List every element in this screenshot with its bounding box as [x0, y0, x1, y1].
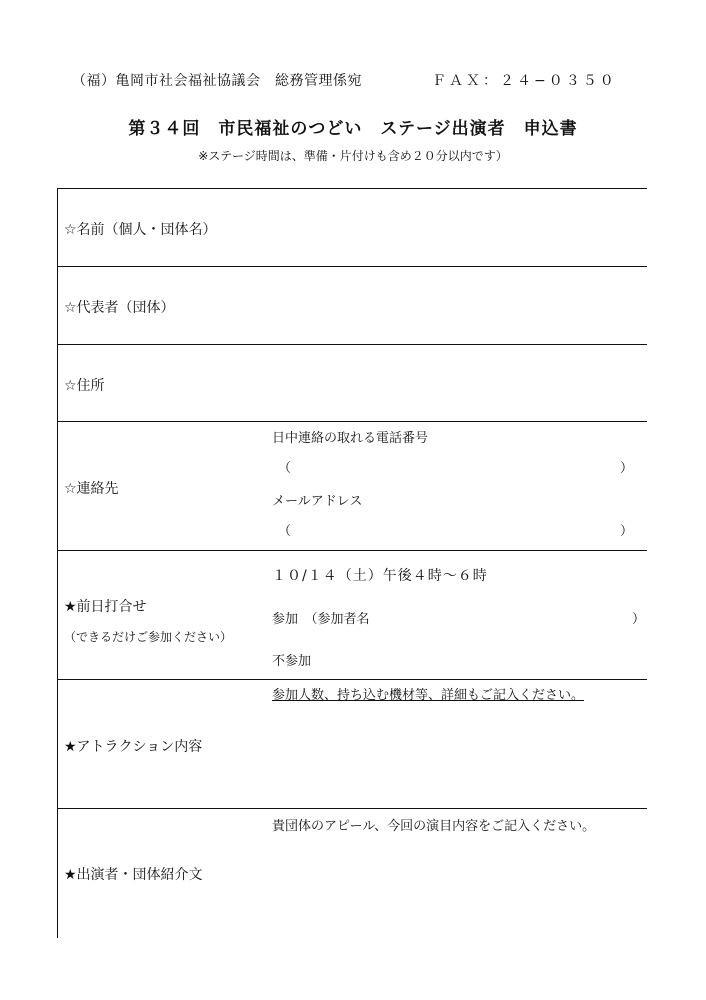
attendee-name-field[interactable] [400, 606, 620, 628]
representative-label: ☆代表者（団体） [64, 300, 175, 316]
table-top-border [57, 188, 647, 189]
phone-label: 日中連絡の取れる電話番号 [272, 431, 429, 446]
page-title: 第３４回 市民福祉のつどい ステージ出演者 申込書 [128, 119, 578, 139]
representative-field[interactable] [268, 272, 643, 338]
phone-open-paren: （ [278, 461, 292, 476]
table-left-border [57, 188, 58, 938]
row-divider [57, 808, 647, 809]
meeting-not-attend-option[interactable]: 不参加 [272, 654, 312, 669]
row-divider [57, 266, 647, 267]
meeting-datetime: １０/１４（土）午後４時～６時 [272, 568, 488, 584]
name-field[interactable] [268, 195, 643, 261]
attraction-field[interactable] [268, 704, 643, 802]
email-field[interactable] [296, 518, 616, 540]
name-label: ☆名前（個人・団体名） [64, 222, 217, 238]
organization-address: （福）亀岡市社会福祉協議会 総務管理係宛 [72, 73, 362, 89]
intro-instruction: 貴団体のアピール、今回の演目内容をご記入ください。 [272, 819, 596, 834]
row-divider [57, 550, 647, 551]
intro-label: ★出演者・団体紹介文 [64, 867, 203, 883]
intro-field[interactable] [268, 836, 643, 934]
contact-label: ☆連絡先 [64, 481, 119, 497]
attraction-instruction: 参加人数、持ち込む機材等、詳細もご記入ください。 [272, 688, 585, 703]
email-close-paren: ） [620, 524, 634, 539]
attend-close-paren: ） [632, 612, 646, 627]
phone-field[interactable] [296, 455, 616, 477]
address-label: ☆住所 [64, 378, 105, 394]
meeting-label: ★前日打合せ [64, 599, 147, 615]
meeting-attend-option[interactable]: 参加 （参加者名 [272, 612, 370, 627]
attraction-label: ★アトラクション内容 [64, 739, 203, 755]
row-divider [57, 344, 647, 345]
phone-close-paren: ） [620, 461, 634, 476]
email-open-paren: （ [278, 524, 292, 539]
page-subtitle: ※ステージ時間は、準備・片付けも含め２０分以内です） [198, 149, 508, 163]
email-label: メールアドレス [272, 494, 363, 509]
fax-number: ＦＡＸ：２４−０３５０ [432, 73, 617, 89]
row-divider [57, 421, 647, 422]
address-field[interactable] [268, 350, 643, 416]
meeting-note: （できるだけご参加ください） [64, 630, 233, 644]
row-divider [57, 679, 647, 680]
